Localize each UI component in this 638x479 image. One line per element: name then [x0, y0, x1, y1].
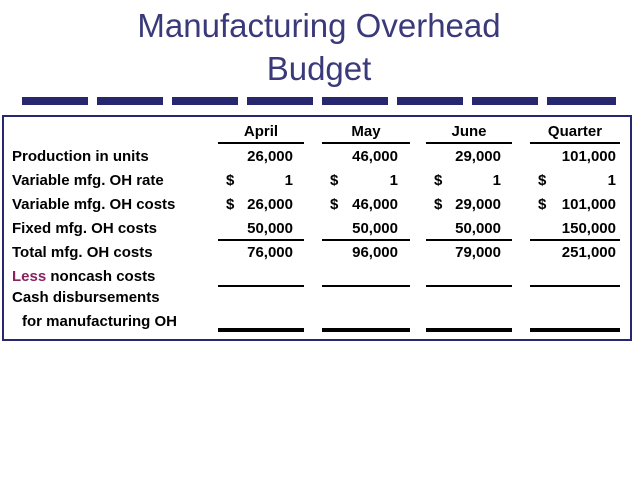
currency-symbol: $ [226, 172, 235, 189]
total-double-underline [426, 328, 512, 332]
cell-value: 50,000 [455, 220, 501, 237]
column-header-june: June [451, 123, 487, 140]
blank-underline [322, 285, 410, 287]
divider-dash [247, 97, 313, 105]
cell-value: 26,000 [247, 196, 293, 213]
cell-value: 150,000 [561, 220, 616, 237]
total-double-underline [218, 328, 304, 332]
cell-value: 29,000 [455, 148, 501, 165]
page-title-line2: Budget [266, 50, 372, 87]
cell-value: 46,000 [352, 148, 398, 165]
title-divider [22, 97, 616, 105]
cell-value: 251,000 [561, 244, 616, 261]
subtotal-underline [426, 239, 512, 241]
cell-value: 79,000 [455, 244, 501, 261]
cell-value: 96,000 [352, 244, 398, 261]
cell-value: 1 [607, 172, 616, 189]
blank-underline [218, 285, 304, 287]
row-label-fixed-costs: Fixed mfg. OH costs [12, 220, 158, 237]
cell-value: 1 [389, 172, 398, 189]
row-label-cash-disbursements-line2: for manufacturing OH [22, 313, 178, 330]
column-header-quarter: Quarter [547, 123, 603, 140]
currency-symbol: $ [434, 172, 443, 189]
cell-value: 76,000 [247, 244, 293, 261]
divider-dash [22, 97, 88, 105]
currency-symbol: $ [226, 196, 235, 213]
row-label-production: Production in units [12, 148, 149, 165]
currency-symbol: $ [538, 196, 547, 213]
less-row-text: noncash costs [46, 268, 156, 285]
total-double-underline [322, 328, 410, 332]
total-double-underline [530, 328, 620, 332]
currency-symbol: $ [330, 172, 339, 189]
currency-symbol: $ [538, 172, 547, 189]
row-label-variable-rate: Variable mfg. OH rate [12, 172, 164, 189]
subtotal-underline [218, 239, 304, 241]
divider-dash [97, 97, 163, 105]
column-header-april: April [243, 123, 279, 140]
column-header-may: May [351, 123, 381, 140]
row-label-less-noncash [12, 268, 155, 286]
cell-value: 50,000 [247, 220, 293, 237]
subtotal-underline [322, 239, 410, 241]
cell-value: 29,000 [455, 196, 501, 213]
cell-value: 26,000 [247, 148, 293, 165]
cell-value: 46,000 [352, 196, 398, 213]
currency-symbol: $ [330, 196, 339, 213]
divider-dash [472, 97, 538, 105]
blank-underline [530, 285, 620, 287]
cell-value: 101,000 [561, 148, 616, 165]
row-label-total-costs: Total mfg. OH costs [12, 244, 153, 261]
currency-symbol: $ [434, 196, 443, 213]
less-keyword: Less [12, 268, 47, 285]
divider-dash [547, 97, 616, 105]
divider-dash [322, 97, 388, 105]
cell-value: 1 [284, 172, 293, 189]
row-label-cash-disbursements: Cash disbursements [12, 289, 160, 306]
header-underline [426, 142, 512, 144]
header-underline [218, 142, 304, 144]
budget-table [2, 115, 632, 341]
row-label-variable-costs: Variable mfg. OH costs [12, 196, 176, 213]
blank-underline [426, 285, 512, 287]
cell-value: 101,000 [561, 196, 616, 213]
cell-value: 1 [492, 172, 501, 189]
header-underline [530, 142, 620, 144]
divider-dash [397, 97, 463, 105]
page-title-line1: Manufacturing Overhead [137, 7, 501, 44]
cell-value: 50,000 [352, 220, 398, 237]
subtotal-underline [530, 239, 620, 241]
divider-dash [172, 97, 238, 105]
header-underline [322, 142, 410, 144]
